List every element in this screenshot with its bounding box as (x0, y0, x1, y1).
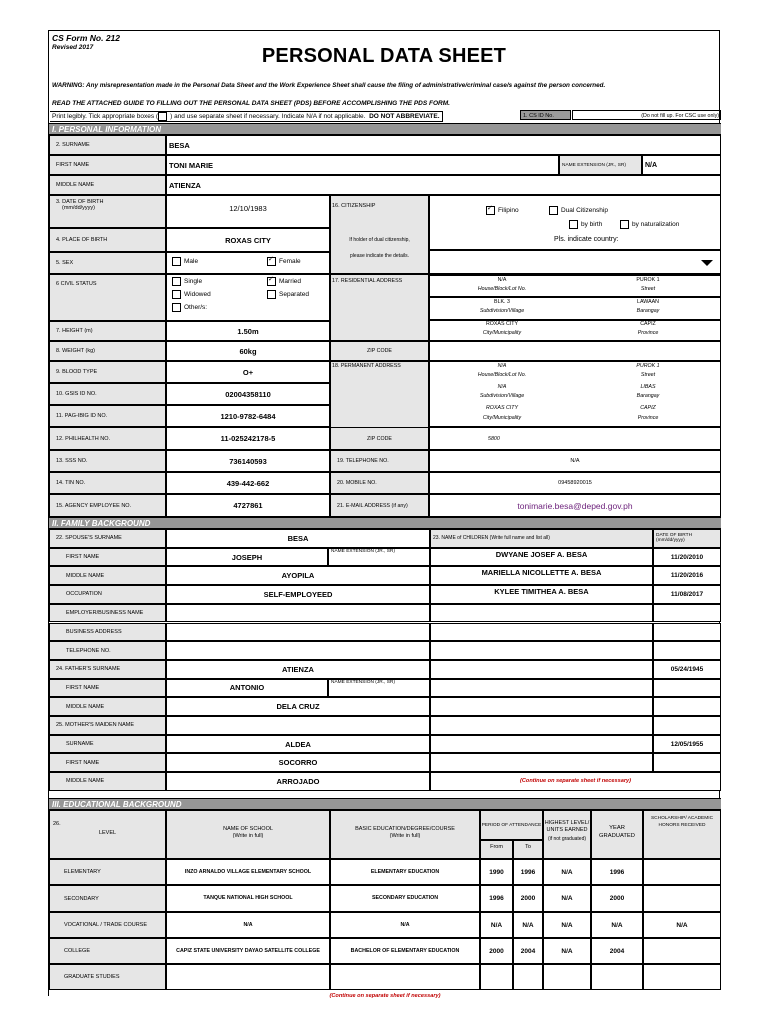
edu-units-field[interactable]: N/A (543, 912, 591, 938)
edu-units-header-sub: (if not graduated) (547, 836, 587, 842)
address-value: CAPIZ (640, 405, 656, 411)
address-value: Barangay (636, 393, 660, 399)
mother-first-name-field[interactable]: SOCORRO (166, 753, 430, 772)
edu-school-field[interactable]: INZO ARNALDO VILLAGE ELEMENTARY SCHOOL (166, 859, 330, 885)
edu-honors-field[interactable] (643, 938, 721, 964)
child-name-field[interactable] (430, 697, 653, 716)
employer-name-field[interactable] (166, 604, 430, 623)
edu-course-field[interactable]: BACHELOR OF ELEMENTARY EDUCATION (330, 938, 480, 964)
dob-format-text: (mm/dd/yyyy) (62, 205, 95, 211)
dual-note: If holder of dual citizenship, (349, 237, 410, 243)
mother-middle-name-field[interactable]: ARROJADO (166, 772, 430, 791)
spouse-first-name-label: FIRST NAME (49, 548, 166, 567)
section-family-background: II. FAMILY BACKGROUND (49, 517, 721, 529)
continue-note: (Continue on separate sheet if necessary) (430, 772, 721, 791)
email-field[interactable]: tonimarie.besa@deped.gov.ph (429, 494, 721, 517)
telephone-field[interactable]: N/A (429, 450, 721, 472)
permanent-address-label: 18. PERMANENT ADDRESS (332, 363, 401, 369)
page-title: PERSONAL DATA SHEET (261, 45, 507, 67)
edu-from-field[interactable] (480, 964, 513, 990)
edu-school-field[interactable]: N/A (166, 912, 330, 938)
address-value: CAPIZ (640, 321, 656, 327)
pds-form (48, 30, 720, 999)
row-divider (429, 296, 721, 298)
mother-middle-name-label: MIDDLE NAME (49, 772, 166, 791)
mother-surname-label: SURNAME (49, 735, 166, 754)
address-caption: Province (637, 330, 659, 336)
country-dropdown[interactable] (429, 250, 721, 274)
email-label: 21. E-MAIL ADDRESS (if any) (330, 494, 429, 517)
address-value: Subdivision/Village (479, 393, 525, 399)
option-label: by naturalization (632, 221, 680, 228)
spouse-telephone-field[interactable] (166, 641, 430, 660)
father-middle-name-label: MIDDLE NAME (49, 697, 166, 716)
date-of-birth-label (49, 195, 166, 228)
residential-address-label: 17. RESIDENTIAL ADDRESS (332, 278, 403, 284)
edu-year-field[interactable]: 2004 (591, 938, 643, 964)
employer-name-label: EMPLOYER/BUSINESS NAME (49, 604, 166, 623)
edu-from-field[interactable]: 1990 (480, 859, 513, 885)
checkbox-icon[interactable] (172, 303, 181, 312)
edu-course-header-sub: (Write in full) (389, 833, 421, 839)
edu-units-field[interactable] (543, 964, 591, 990)
section-educational-background: III. EDUCATIONAL BACKGROUND (49, 798, 721, 810)
option-label: Other/s: (184, 304, 208, 311)
father-first-name-label: FIRST NAME (49, 679, 166, 698)
address-caption: Barangay (636, 308, 660, 314)
business-address-field[interactable] (166, 623, 430, 642)
checkbox-icon[interactable] (569, 220, 578, 229)
civil-married-option[interactable] (267, 277, 301, 286)
child-dob-field[interactable] (653, 604, 721, 623)
option-label: by birth (581, 221, 603, 228)
spouse-middle-name-field[interactable]: AYOPILA (166, 566, 430, 585)
philhealth-no-label: 12. PHILHEALTH NO. (49, 427, 166, 450)
spouse-first-name-extension[interactable]: NAME EXTENSION (JR., SR) (328, 548, 430, 567)
father-middle-name-field[interactable]: DELA CRUZ (166, 697, 430, 716)
weight-field[interactable]: 60kg (166, 341, 330, 361)
spouse-middle-name-label: MIDDLE NAME (49, 566, 166, 585)
address-value: LAWAAN (637, 299, 659, 305)
telephone-label: 19. TELEPHONE NO. (330, 450, 429, 472)
child-name-field[interactable] (430, 753, 653, 772)
sample-checkbox-icon (158, 112, 167, 121)
pagibig-id-field[interactable]: 1210-9782-6484 (166, 405, 330, 427)
spouse-first-name-field[interactable]: JOSEPH (166, 548, 328, 567)
checkbox-icon[interactable] (267, 290, 276, 299)
edu-level-label: COLLEGE (49, 938, 166, 964)
dual-by-birth-option[interactable] (569, 220, 602, 229)
edu-period-header-text: PERIOD OF ATTENDANCE (481, 823, 542, 828)
child-name-field[interactable] (430, 716, 653, 735)
address-caption: City/Municipality (482, 330, 522, 336)
edu-to-field[interactable]: 2000 (513, 885, 543, 912)
occupation-field[interactable]: SELF-EMPLOYEED (166, 585, 430, 604)
civil-separated-option[interactable] (267, 290, 309, 299)
form-number: CS Form No. 212 (52, 33, 121, 43)
dual-by-naturalization-option[interactable] (620, 220, 679, 229)
checkbox-icon[interactable] (172, 290, 181, 299)
pagibig-id-label: 11. PAG-IBIG ID NO. (49, 405, 166, 427)
edu-year-header-text: YEAR GRADUATED (599, 825, 635, 839)
child-name-field[interactable]: KYLEE TIMITHEA A. BESA (430, 585, 653, 604)
checkbox-icon[interactable] (172, 277, 181, 286)
mother-surname-field[interactable]: ALDEA (166, 735, 430, 754)
civil-single-option[interactable] (172, 277, 202, 286)
child-dob-field[interactable]: 11/08/2017 (653, 585, 721, 604)
section-personal-info: I. PERSONAL INFORMATION (49, 123, 721, 135)
option-label: Separated (279, 291, 309, 298)
dob-label-text: 3. DATE OF BIRTH (56, 199, 104, 205)
child-dob-field[interactable] (653, 623, 721, 642)
country-hint: Pls. indicate country: (554, 236, 619, 243)
child-name-field[interactable]: MARIELLA NICOLLETTE A. BESA (430, 566, 653, 585)
edu-to-field[interactable]: 1996 (513, 859, 543, 885)
mother-first-name-label: FIRST NAME (49, 753, 166, 772)
address-value: N/A (497, 363, 507, 369)
surname-field[interactable]: BESA (166, 135, 721, 155)
checked-box-icon[interactable] (267, 257, 276, 266)
father-first-name-extension[interactable]: NAME EXTENSION (JR., SR) (328, 679, 430, 698)
edu-level-label: SECONDARY (49, 885, 166, 912)
child-name-field[interactable]: DWYANE JOSEF A. BESA (430, 548, 653, 567)
children-dob-header: DATE OF BIRTH (mm/dd/yyyy) (653, 529, 721, 548)
spouse-surname-label: 22. SPOUSE'S SURNAME (49, 529, 166, 548)
mother-dob-field[interactable]: 12/05/1955 (653, 735, 721, 754)
spouse-surname-field[interactable]: BESA (166, 529, 430, 548)
edu-honors-field[interactable] (643, 859, 721, 885)
edu-level-label: ELEMENTARY (49, 859, 166, 885)
sex-male-option[interactable] (172, 257, 198, 266)
sex-label: 5. SEX (49, 252, 166, 274)
option-label: Widowed (184, 291, 211, 298)
date-of-birth-field[interactable]: 12/10/1983 (166, 195, 330, 228)
option-label: Single (184, 278, 203, 285)
edu-honors-field[interactable] (643, 964, 721, 990)
edu-from-field[interactable]: 2000 (480, 938, 513, 964)
middle-name-label: MIDDLE NAME (49, 175, 166, 195)
edu-honors-field[interactable] (643, 885, 721, 912)
edu-level-label: GRADUATE STUDIES (49, 964, 166, 990)
business-address-label: BUSINESS ADDRESS (49, 623, 166, 642)
edu-year-field[interactable]: 2000 (591, 885, 643, 912)
mother-maiden-name-field[interactable] (166, 716, 430, 735)
option-label: Female (279, 258, 301, 265)
child-name-field[interactable] (430, 623, 653, 642)
child-dob-field[interactable] (653, 716, 721, 735)
edu-units-field[interactable]: N/A (543, 885, 591, 912)
permanent-zip-field[interactable]: 5800 (429, 427, 721, 450)
edu-to-header-text: To (525, 844, 531, 850)
address-value: ROXAS CITY (485, 405, 519, 411)
civil-widowed-option[interactable] (172, 290, 211, 299)
children-header: 23. NAME of CHILDREN (Write full name and list all) (430, 529, 653, 548)
father-dob-field[interactable]: 05/24/1945 (653, 660, 721, 679)
dropdown-arrow-icon[interactable] (701, 260, 713, 266)
edu-honors-header-text: SCHOLARSHIP/ ACADEMIC HONORS RECEIVED (650, 816, 714, 828)
place-of-birth-label: 4. PLACE OF BIRTH (49, 228, 166, 252)
address-value: Province (637, 415, 659, 421)
child-name-field[interactable] (430, 641, 653, 660)
edu-year-field[interactable]: 1996 (591, 859, 643, 885)
address-value: City/Municipality (482, 415, 522, 421)
citizenship-filipino-option[interactable] (486, 206, 519, 215)
instruction-line: Print legibly. Tick appropriate boxes ( ) and use separate sheet if necessary. Indicate N/A if not applicable. DO NOT ABBREVIATE. (50, 111, 443, 122)
edu-school-field[interactable]: TANQUE NATIONAL HIGH SCHOOL (166, 885, 330, 912)
edu-year-field[interactable] (591, 964, 643, 990)
first-name-label: FIRST NAME (49, 155, 166, 175)
edu-year-field[interactable]: N/A (591, 912, 643, 938)
edu-from-field[interactable]: 1996 (480, 885, 513, 912)
residential-label-cell (330, 274, 429, 341)
zip-code-label: ZIP CODE (330, 341, 429, 361)
mobile-label: 20. MOBILE NO. (330, 472, 429, 494)
sss-no-label: 13. SSS NO. (49, 450, 166, 472)
zip-code-label: ZIP CODE (330, 427, 429, 450)
first-name-field[interactable]: TONI MARIE (166, 155, 559, 175)
edu-from-header-text: From (490, 844, 503, 850)
edu-units-header (543, 810, 591, 859)
edu-course-field[interactable]: ELEMENTARY EDUCATION (330, 859, 480, 885)
address-caption: House/Block/Lot No. (477, 286, 527, 292)
tin-no-label: 14. TIN NO. (49, 472, 166, 494)
address-value: Street (640, 372, 656, 378)
sss-no-field[interactable]: 736140593 (166, 450, 330, 472)
option-label: Filipino (498, 207, 519, 214)
edu-school-field[interactable]: CAPIZ STATE UNIVERSITY DAYAO SATELLITE COLLEGE (166, 938, 330, 964)
agency-employee-no-field[interactable]: 4727861 (166, 494, 330, 517)
surname-label: 2. SURNAME (49, 135, 166, 155)
cs-id-field[interactable]: (Do not fill up. For CSC use only) (572, 110, 721, 120)
row-divider (429, 274, 721, 276)
mother-maiden-name-label: 25. MOTHER'S MAIDEN NAME (49, 716, 166, 735)
checked-box-icon[interactable] (267, 277, 276, 286)
edu-course-field[interactable]: SECONDARY EDUCATION (330, 885, 480, 912)
mobile-field[interactable]: 09458920015 (429, 472, 721, 494)
agency-employee-no-label: 15. AGENCY EMPLOYEE NO. (49, 494, 166, 517)
philhealth-no-field[interactable]: 11-025242178-5 (166, 427, 330, 450)
citizenship-dual-option[interactable] (549, 206, 608, 215)
checkbox-icon[interactable] (172, 257, 181, 266)
address-value: LIBAS (640, 384, 656, 390)
option-label: Male (184, 258, 199, 265)
civil-other-option[interactable] (172, 303, 207, 312)
checkbox-icon[interactable] (549, 206, 558, 215)
child-name-field[interactable] (430, 604, 653, 623)
tin-no-field[interactable]: 439-442-662 (166, 472, 330, 494)
warning-text: WARNING: Any misrepresentation made in the Personal Data Sheet and the Work Experience Sheet shall cause the filing of administrative/criminal case/s against the person concerned. (52, 82, 606, 89)
height-label: 7. HEIGHT (m) (49, 321, 166, 341)
edu-level-header-text: LEVEL (98, 830, 117, 836)
edu-units-header-text: HIGHEST LEVEL/ UNITS EARNED (544, 820, 590, 833)
address-value: PUROK 1 (636, 277, 660, 283)
edu-course-field[interactable] (330, 964, 480, 990)
child-dob-field[interactable] (653, 641, 721, 660)
address-value: PUROK 1 (636, 363, 660, 369)
child-name-field[interactable] (430, 660, 653, 679)
child-dob-field[interactable] (653, 679, 721, 698)
edu-honors-field[interactable]: N/A (643, 912, 721, 938)
edu-to-field[interactable] (513, 964, 543, 990)
address-value: N/A (497, 384, 507, 390)
edu-to-field[interactable]: N/A (513, 912, 543, 938)
edu-level-label: VOCATIONAL / TRADE COURSE (49, 912, 166, 938)
spouse-telephone-label: TELEPHONE NO. (49, 641, 166, 660)
child-dob-field[interactable]: 11/20/2010 (653, 548, 721, 567)
checked-box-icon[interactable] (486, 206, 495, 215)
address-value: ROXAS CITY (485, 321, 519, 327)
child-dob-field[interactable] (653, 753, 721, 772)
address-value: House/Block/Lot No. (477, 372, 527, 378)
edu-school-header-sub: (Write in full) (232, 833, 264, 839)
citizenship-label: 16. CITIZENSHIP (332, 203, 376, 209)
child-dob-field[interactable] (653, 697, 721, 716)
cs-id-label: 1. CS ID No. (520, 110, 571, 120)
address-value: N/A (497, 277, 507, 283)
edu-from-field[interactable]: N/A (480, 912, 513, 938)
middle-name-field[interactable]: ATIENZA (166, 175, 721, 195)
edu-continue-note: (Continue on separate sheet if necessary) (49, 990, 721, 1002)
sex-female-option[interactable] (267, 257, 301, 266)
father-first-name-field[interactable]: ANTONIO (166, 679, 328, 698)
blood-type-field[interactable]: O+ (166, 361, 330, 383)
option-label: Dual Citizenship (561, 207, 608, 214)
edu-school-header-text: NAME OF SCHOOL (223, 826, 273, 832)
gsis-id-field[interactable]: 02004358110 (166, 383, 330, 405)
gsis-id-label: 10. GSIS ID NO. (49, 383, 166, 405)
edu-course-header-text: BASIC EDUCATION/DEGREE/COURSE (355, 826, 455, 832)
residential-zip-field[interactable] (429, 341, 721, 361)
father-surname-label: 24. FATHER'S SURNAME (49, 660, 166, 679)
address-value: BLK. 3 (494, 299, 510, 305)
child-name-field[interactable] (430, 735, 653, 754)
weight-label: 8. WEIGHT (kg) (49, 341, 166, 361)
child-dob-field[interactable]: 11/20/2016 (653, 566, 721, 585)
checkbox-icon[interactable] (620, 220, 629, 229)
name-extension-label: NAME EXTENSION (JR., SR) (559, 155, 642, 175)
address-caption: Subdivision/Village (479, 308, 525, 314)
place-of-birth-field[interactable]: ROXAS CITY (166, 228, 330, 252)
edu-school-field[interactable] (166, 964, 330, 990)
edu-units-field[interactable]: N/A (543, 859, 591, 885)
occupation-label: OCCUPATION (49, 585, 166, 604)
edu-to-field[interactable]: 2004 (513, 938, 543, 964)
address-caption: Street (640, 286, 656, 292)
edu-course-field[interactable]: N/A (330, 912, 480, 938)
form-revision: Revised 2017 (52, 44, 94, 51)
edu-num: 26. (53, 821, 61, 827)
father-surname-field[interactable]: ATIENZA (166, 660, 430, 679)
child-name-field[interactable] (430, 679, 653, 698)
dual-note-2: please indicate the details. (350, 253, 409, 259)
edu-units-field[interactable]: N/A (543, 938, 591, 964)
name-extension-field[interactable]: N/A (642, 155, 721, 175)
option-label: Married (279, 278, 302, 285)
blood-type-label: 9. BLOOD TYPE (49, 361, 166, 383)
height-field[interactable]: 1.50m (166, 321, 330, 341)
guide-text: READ THE ATTACHED GUIDE TO FILLING OUT THE PERSONAL DATA SHEET (PDS) BEFORE ACCOMPLISHING THE PDS FORM. (52, 100, 450, 107)
civil-status-label: 6 CIVIL STATUS (49, 274, 166, 321)
